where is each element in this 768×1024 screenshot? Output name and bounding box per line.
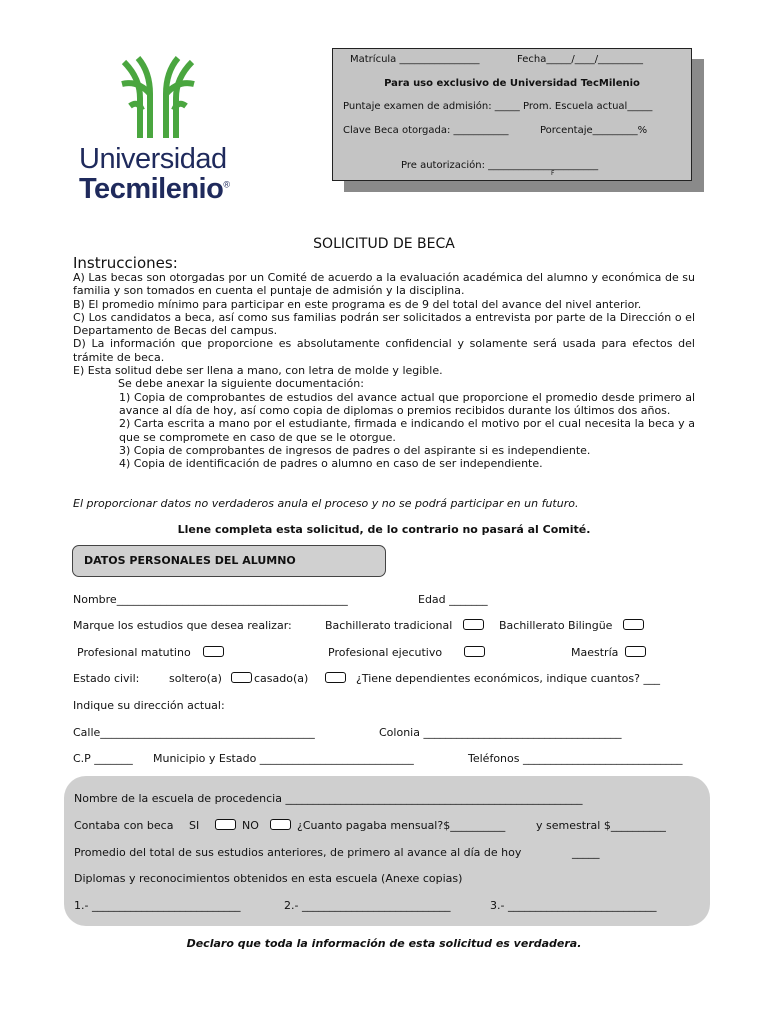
municipio-field[interactable]: Municipio y Estado ____________________________: [153, 752, 414, 765]
diplomas-label: Diplomas y reconocimientos obtenidos en esta escuela (Anexe copias): [74, 872, 463, 885]
prof-matutino-label: Profesional matutino: [77, 646, 191, 659]
beca-no-label: NO: [242, 819, 259, 832]
clave-beca-field[interactable]: Clave Beca otorgada: ___________: [343, 125, 509, 136]
edad-field[interactable]: Edad _______: [418, 593, 488, 606]
telefonos-field[interactable]: Teléfonos _____________________________: [468, 752, 683, 765]
instruction-b: B) El promedio mínimo para participar en este programa es de 9 del total del avance del nivel anterior.: [73, 297, 642, 311]
tecmilenio-tree-icon: [118, 54, 198, 138]
nombre-field[interactable]: Nombre__________________________________________: [73, 593, 348, 606]
logo-tecmilenio: Tecmilenio®: [79, 173, 230, 205]
promedio-field[interactable]: _____: [572, 846, 600, 859]
matricula-field[interactable]: Matrícula ________________: [350, 54, 480, 65]
form-title: SOLICITUD DE BECA: [313, 236, 455, 252]
porcentaje-field[interactable]: Porcentaje_________%: [540, 125, 648, 136]
pago-semestral-field[interactable]: y semestral $__________: [536, 819, 666, 832]
diploma-field-3[interactable]: 3.- ___________________________: [490, 899, 657, 912]
puntaje-field[interactable]: Puntaje examen de admisión: _____ Prom. Escuela actual_____: [343, 101, 653, 112]
estudios-label: Marque los estudios que desea realizar:: [73, 619, 292, 632]
beca-no-checkbox[interactable]: [270, 819, 291, 830]
diploma-field-2[interactable]: 2.- ___________________________: [284, 899, 451, 912]
declaration: Declaro que toda la información de esta solicitud es verdadera.: [186, 937, 582, 950]
prof-ejecutivo-checkbox[interactable]: [464, 646, 485, 657]
soltero-label: soltero(a): [169, 672, 222, 685]
logo-universidad: Universidad: [79, 143, 227, 175]
annex-item: 3) Copia de comprobantes de ingresos de padres o del aspirante si es independiente.: [119, 443, 591, 457]
annex-item: 2) Carta escrita a mano por el estudiante, firmada e indicando el motivo por el cual necesita la beca y a que se compromete en caso de que se le otorgue.: [119, 417, 695, 444]
colonia-field[interactable]: Colonia ____________________________________: [379, 726, 622, 739]
bach-bilingue-checkbox[interactable]: [623, 619, 644, 630]
dependientes-field[interactable]: ¿Tiene dependientes económicos, indique cuantos? ___: [356, 672, 660, 685]
maestria-label: Maestría: [571, 646, 619, 659]
promedio-label: Promedio del total de sus estudios anteriores, de primero al avance al día de hoy: [74, 846, 522, 859]
fill-complete-note: Llene completa esta solicitud, de lo contrario no pasará al Comité.: [177, 523, 591, 536]
casado-checkbox[interactable]: [325, 672, 346, 683]
admin-heading: Para uso exclusivo de Universidad TecMilenio: [384, 78, 640, 89]
instructions-heading: Instrucciones:: [73, 254, 178, 272]
admin-use-box: [332, 48, 692, 181]
pago-mensual-field[interactable]: ¿Cuanto pagaba mensual?$__________: [297, 819, 506, 832]
instruction-a: A) Las becas son otorgadas por un Comité de acuerdo a la evaluación académica del alumno y económica de su familia y son tomados en cuenta el puntaje de admisión y la disciplina.: [73, 271, 695, 298]
calle-field[interactable]: Calle_______________________________________: [73, 726, 315, 739]
bach-tradicional-label: Bachillerato tradicional: [325, 619, 453, 632]
instructions-body: [73, 271, 695, 470]
bach-bilingue-label: Bachillerato Bilingüe: [499, 619, 613, 632]
fecha-field[interactable]: Fecha_____/____/_________: [517, 54, 644, 65]
annex-intro: Se debe anexar la siguiente documentación:: [118, 377, 364, 391]
cp-field[interactable]: C.P _______: [73, 752, 133, 765]
prof-ejecutivo-label: Profesional ejecutivo: [328, 646, 443, 659]
instruction-e: E) Esta solitud debe ser llena a mano, con letra de molde y legible.: [73, 364, 443, 378]
instruction-d: D) La información que proporcione es absolutamente confidencial y solamente será usada para efectos del trámite de beca.: [73, 337, 695, 364]
section-personal-data: DATOS PERSONALES DEL ALUMNO: [72, 545, 386, 577]
escuela-procedencia-field[interactable]: Nombre de la escuela de procedencia ______________________________________________________: [74, 792, 583, 805]
maestria-checkbox[interactable]: [625, 646, 646, 657]
contaba-beca-label: Contaba con beca: [74, 819, 174, 832]
false-data-warning: El proporcionar datos no verdaderos anula el proceso y no se podrá participar en un futuro.: [73, 497, 579, 510]
soltero-checkbox[interactable]: [231, 672, 252, 683]
prof-matutino-checkbox[interactable]: [203, 646, 224, 657]
diploma-field-1[interactable]: 1.- ___________________________: [74, 899, 241, 912]
annex-item: 1) Copia de comprobantes de estudios del avance actual que proporcione el promedio desde primero al avance al día de hoy, así como copia de diplomas o premios recibidos durante los últimos dos años.: [119, 390, 695, 417]
casado-label: casado(a): [254, 672, 309, 685]
estado-civil-label: Estado civil:: [73, 672, 140, 685]
annex-item: 4) Copia de identificación de padres o alumno en caso de ser independiente.: [119, 457, 543, 471]
beca-si-checkbox[interactable]: [215, 819, 236, 830]
bach-tradicional-checkbox[interactable]: [463, 619, 484, 630]
beca-si-label: SI: [189, 819, 200, 832]
direccion-label: Indique su dirección actual:: [73, 699, 225, 712]
instruction-c: C) Los candidatos a beca, así como sus familias podrán ser solicitados a entrevista por parte de la Dirección o el Departamento de Becas del campus.: [73, 310, 695, 338]
stray-mark: F: [551, 170, 555, 177]
preautorizacion-field[interactable]: Pre autorización: ______________________: [401, 160, 599, 171]
